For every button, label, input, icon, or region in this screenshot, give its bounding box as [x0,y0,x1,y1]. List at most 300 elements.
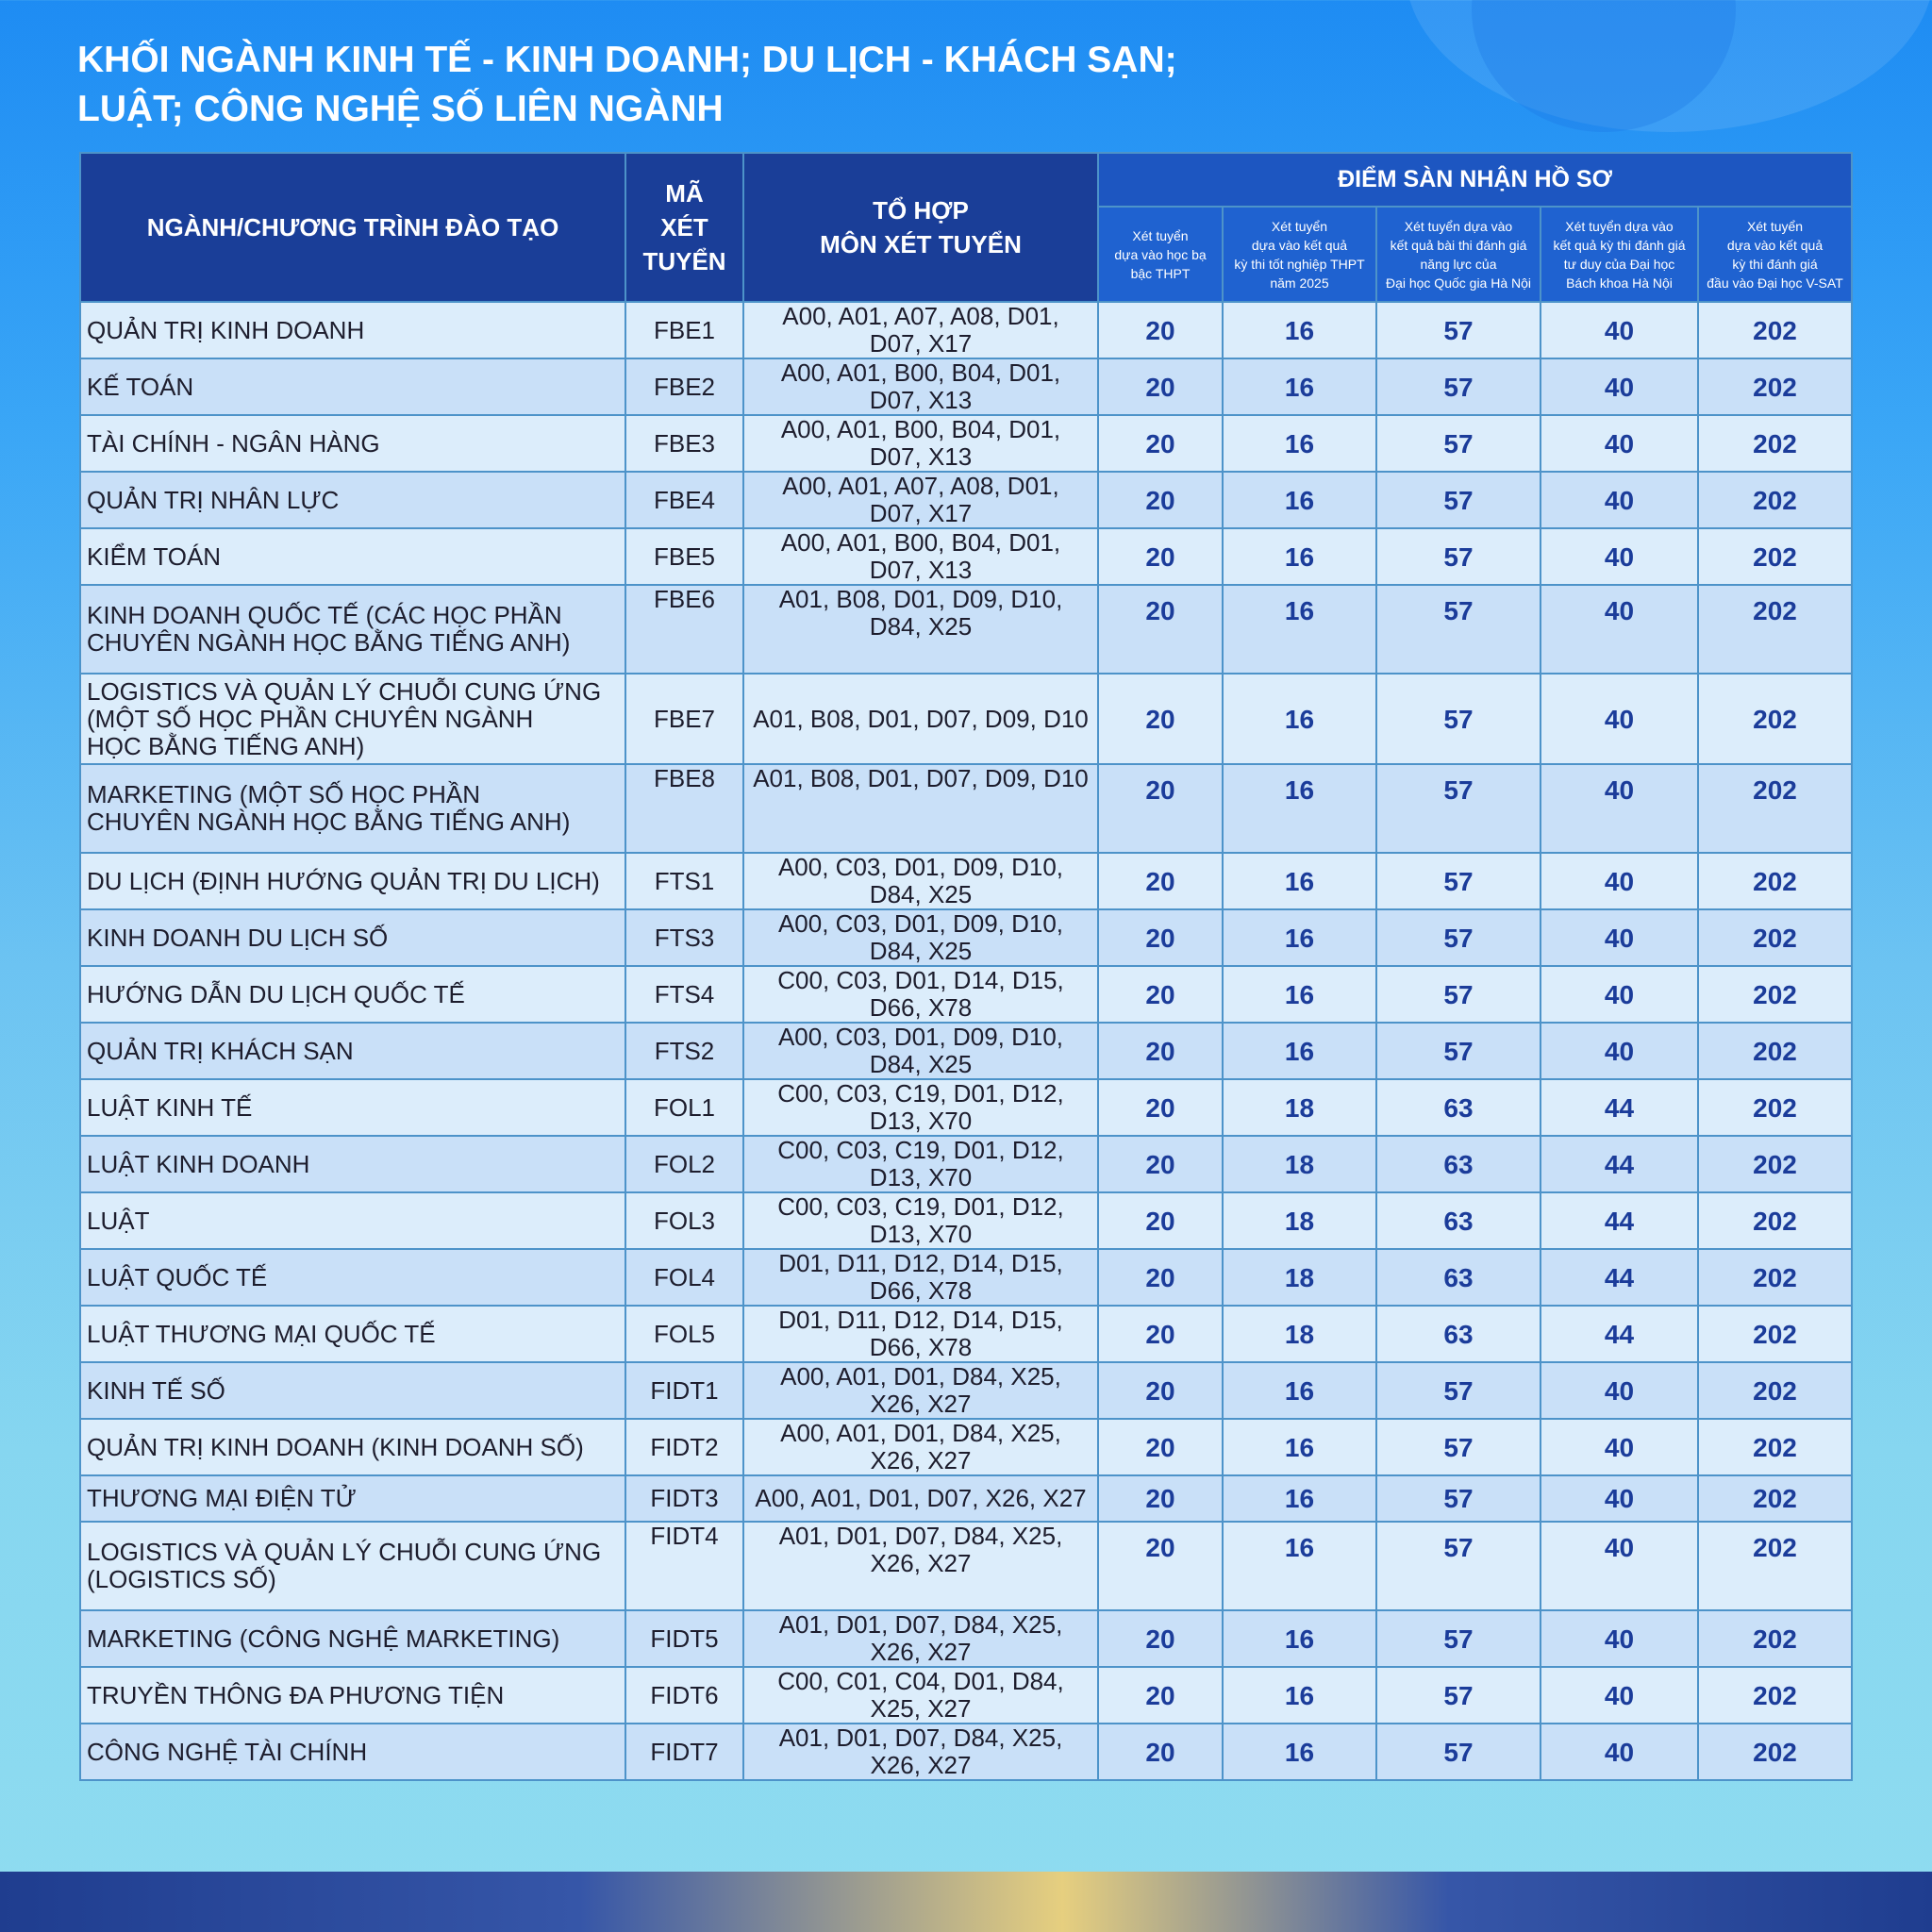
header-method-line: kỳ thi đánh giá [1732,256,1818,272]
program-name-line: TÀI CHÍNH - NGÂN HÀNG [87,428,380,458]
program-name-line: MARKETING (MỘT SỐ HỌC PHẦN [87,780,480,808]
program-name [80,585,625,674]
score-method-3: 57 [1376,302,1541,358]
score-method-3: 57 [1376,764,1541,853]
score-method-1: 20 [1098,1419,1223,1475]
program-code: FIDT6 [625,1667,743,1724]
score-method-4: 40 [1541,1362,1698,1419]
program-code: FIDT3 [625,1475,743,1522]
score-method-4: 40 [1541,1724,1698,1780]
score-method-3: 57 [1376,415,1541,472]
subject-combination [743,1023,1098,1079]
program-name-line: QUẢN TRỊ KHÁCH SẠN [87,1036,354,1065]
table-row [80,1667,1852,1724]
score-method-5: 202 [1698,1362,1852,1419]
table-row [80,1724,1852,1780]
score-method-3: 63 [1376,1136,1541,1192]
header-method-line: Bách khoa Hà Nội [1566,275,1673,291]
header-method-line: Xét tuyển dựa vào [1565,218,1674,234]
score-method-5: 202 [1698,764,1852,853]
score-method-3: 57 [1376,1724,1541,1780]
score-method-5: 202 [1698,415,1852,472]
program-name-line: QUẢN TRỊ NHÂN LỰC [87,485,340,514]
score-method-5: 202 [1698,1023,1852,1079]
program-code: FOL1 [625,1079,743,1136]
score-method-2: 18 [1223,1249,1376,1306]
subject-combination-line: D84, X25 [869,880,973,908]
program-name-line: HƯỚNG DẪN DU LỊCH QUỐC TẾ [87,979,465,1008]
score-method-2: 16 [1223,358,1376,415]
score-method-3: 57 [1376,1475,1541,1522]
program-name [80,528,625,585]
program-name-line: TRUYỀN THÔNG ĐA PHƯƠNG TIỆN [87,1680,505,1709]
program-code: FIDT4 [625,1522,743,1610]
subject-combination-line: C00, C03, C19, D01, D12, [777,1079,1064,1108]
score-method-1: 20 [1098,358,1223,415]
score-method-2: 16 [1223,966,1376,1023]
program-name [80,1023,625,1079]
score-method-1: 20 [1098,1192,1223,1249]
program-code: FOL3 [625,1192,743,1249]
subject-combination [743,358,1098,415]
program-name [80,966,625,1023]
program-code: FTS3 [625,909,743,966]
program-code: FTS2 [625,1023,743,1079]
subject-combination-line: D07, X13 [869,556,973,584]
table-row [80,1023,1852,1079]
score-method-4: 40 [1541,1667,1698,1724]
subject-combination-line: A01, D01, D07, D84, X25, [778,1522,1063,1550]
subject-combination-line: D84, X25 [869,612,973,641]
header-method-line: kỳ thi tốt nghiệp THPT [1234,256,1365,272]
program-name-line: THƯƠNG MẠI ĐIỆN TỬ [87,1484,357,1512]
score-method-5: 202 [1698,674,1852,764]
program-code: FBE3 [625,415,743,472]
header-code-line: TUYỂN [642,247,726,275]
score-method-3: 63 [1376,1192,1541,1249]
program-name [80,1610,625,1667]
score-method-1: 20 [1098,764,1223,853]
subject-combination-line: A00, A01, B00, B04, D01, [780,415,1061,443]
program-code: FBE2 [625,358,743,415]
score-method-3: 57 [1376,1667,1541,1724]
score-method-5: 202 [1698,1079,1852,1136]
table-row [80,528,1852,585]
score-method-1: 20 [1098,1610,1223,1667]
program-name [80,1079,625,1136]
score-method-2: 16 [1223,1475,1376,1522]
subject-combination [743,1362,1098,1419]
subject-combination [743,1522,1098,1610]
program-name-line: QUẢN TRỊ KINH DOANH [87,315,365,344]
subject-combination [743,472,1098,528]
program-code: FBE8 [625,764,743,853]
score-method-3: 57 [1376,528,1541,585]
subject-combination-line: D13, X70 [869,1163,973,1191]
program-name [80,1724,625,1780]
program-code: FBE4 [625,472,743,528]
subject-combination-line: A01, B08, D01, D09, D10, [778,585,1063,613]
table-row [80,909,1852,966]
subject-combination [743,302,1098,358]
score-method-5: 202 [1698,302,1852,358]
program-name [80,472,625,528]
header-method-line: đầu vào Đại học V-SAT [1707,275,1843,291]
header-method-line: kết quả bài thi đánh giá [1390,237,1527,253]
score-method-2: 18 [1223,1192,1376,1249]
header-method-3 [1376,207,1541,302]
score-method-4: 40 [1541,764,1698,853]
subject-combination-line: D84, X25 [869,937,973,965]
score-method-5: 202 [1698,1306,1852,1362]
program-name [80,358,625,415]
table-row [80,966,1852,1023]
score-method-3: 57 [1376,1610,1541,1667]
table-row [80,1475,1852,1522]
score-method-1: 20 [1098,1362,1223,1419]
score-method-4: 40 [1541,966,1698,1023]
table-row [80,674,1852,764]
score-method-3: 57 [1376,358,1541,415]
program-name-line: LOGISTICS VÀ QUẢN LÝ CHUỖI CUNG ỨNG [87,676,602,706]
subject-combination [743,1419,1098,1475]
program-name [80,764,625,853]
program-name-line: KINH TẾ SỐ [87,1375,225,1405]
score-method-4: 40 [1541,585,1698,674]
program-code: FIDT5 [625,1610,743,1667]
subject-combination-line: A01, B08, D01, D07, D09, D10 [753,764,1089,792]
program-code: FTS1 [625,853,743,909]
score-method-4: 40 [1541,909,1698,966]
program-name-line: QUẢN TRỊ KINH DOANH (KINH DOANH SỐ) [87,1432,584,1461]
score-method-5: 202 [1698,528,1852,585]
score-method-5: 202 [1698,1724,1852,1780]
header-code-line: MÃ [665,179,704,208]
program-name-line: LUẬT QUỐC TẾ [87,1262,268,1291]
page-title [77,36,1398,134]
program-name-line: KIỂM TOÁN [87,541,222,571]
score-method-5: 202 [1698,1192,1852,1249]
score-method-2: 16 [1223,1023,1376,1079]
table-row [80,472,1852,528]
score-method-1: 20 [1098,1306,1223,1362]
score-method-4: 40 [1541,415,1698,472]
subject-combination-line: X26, X27 [870,1638,972,1666]
program-name-line: LUẬT KINH TẾ [87,1092,253,1122]
score-method-1: 20 [1098,853,1223,909]
subject-combination-line: D84, X25 [869,1050,973,1078]
score-method-4: 44 [1541,1192,1698,1249]
score-method-4: 40 [1541,853,1698,909]
header-combo-line: TỔ HỢP [873,196,969,225]
subject-combination-line: C00, C03, D01, D14, D15, [777,966,1064,994]
table-row [80,1249,1852,1306]
program-name-line: (LOGISTICS SỐ) [87,1565,276,1593]
score-method-4: 40 [1541,1610,1698,1667]
subject-combination-line: A00, A01, A07, A08, D01, [782,302,1059,330]
program-name [80,302,625,358]
header-method-line: Xét tuyển dựa vào [1404,218,1513,234]
subject-combination-line: A00, A01, D01, D84, X25, [780,1419,1061,1447]
score-method-1: 20 [1098,1522,1223,1610]
score-method-4: 40 [1541,528,1698,585]
program-name [80,674,625,764]
score-method-2: 16 [1223,585,1376,674]
table-row [80,302,1852,358]
subject-combination-line: A00, C03, D01, D09, D10, [777,909,1064,938]
program-name [80,1362,625,1419]
score-method-1: 20 [1098,909,1223,966]
program-name-line: KẾ TOÁN [87,372,194,401]
score-method-2: 16 [1223,1724,1376,1780]
subject-combination [743,585,1098,674]
subject-combination-line: A00, C03, D01, D09, D10, [777,1023,1064,1051]
program-code: FOL4 [625,1249,743,1306]
subject-combination-line: D66, X78 [869,993,973,1022]
subject-combination-line: D07, X13 [869,386,973,414]
header-method-line: Xét tuyển [1132,227,1189,243]
score-method-1: 20 [1098,1023,1223,1079]
subject-combination-line: A00, A01, B00, B04, D01, [780,528,1061,557]
header-method-line: dựa vào kết quả [1726,237,1824,253]
score-method-2: 16 [1223,302,1376,358]
subject-combination [743,1475,1098,1522]
program-code: FBE1 [625,302,743,358]
score-method-2: 16 [1223,1610,1376,1667]
program-name-line: MARKETING (CÔNG NGHỆ MARKETING) [87,1624,560,1653]
header-method-line: năm 2025 [1270,275,1329,291]
subject-combination [743,1249,1098,1306]
score-method-1: 20 [1098,1079,1223,1136]
subject-combination-line: X25, X27 [870,1694,972,1723]
subject-combination [743,909,1098,966]
score-method-4: 40 [1541,472,1698,528]
header-method-line: dựa vào kết quả [1251,237,1348,253]
score-method-5: 202 [1698,1522,1852,1610]
score-method-1: 20 [1098,585,1223,674]
score-method-2: 16 [1223,472,1376,528]
subject-combination-line: A00, A01, A07, A08, D01, [782,472,1059,500]
program-code: FIDT1 [625,1362,743,1419]
program-code: FIDT7 [625,1724,743,1780]
subject-combination-line: A00, A01, B00, B04, D01, [780,358,1061,387]
header-method-1 [1098,207,1223,302]
subject-combination [743,1306,1098,1362]
score-method-2: 18 [1223,1306,1376,1362]
table-row [80,764,1852,853]
subject-combination-line: C00, C03, C19, D01, D12, [777,1136,1064,1164]
score-method-2: 16 [1223,909,1376,966]
subject-combination [743,528,1098,585]
program-name [80,1249,625,1306]
score-method-2: 16 [1223,528,1376,585]
program-name-line: HỌC BẰNG TIẾNG ANH) [87,731,365,760]
subject-combination [743,674,1098,764]
program-code: FBE6 [625,585,743,674]
table-row [80,1079,1852,1136]
table-row [80,1419,1852,1475]
subject-combination-line: A00, C03, D01, D09, D10, [777,853,1064,881]
program-name [80,1667,625,1724]
score-method-2: 16 [1223,1522,1376,1610]
score-method-1: 20 [1098,1667,1223,1724]
program-code: FOL5 [625,1306,743,1362]
subject-combination [743,1192,1098,1249]
header-code-line: XÉT [660,213,708,242]
score-method-1: 20 [1098,1475,1223,1522]
program-name [80,1419,625,1475]
subject-combination-line: D07, X13 [869,442,973,471]
header-method-line: Đại học Quốc gia Hà Nội [1385,275,1532,291]
score-method-3: 63 [1376,1306,1541,1362]
subject-combination-line: X26, X27 [870,1446,972,1474]
table-row [80,1362,1852,1419]
subject-combination-line: X26, X27 [870,1390,972,1418]
program-code: FBE7 [625,674,743,764]
score-method-3: 57 [1376,472,1541,528]
bottom-band [0,1872,1932,1932]
score-method-1: 20 [1098,966,1223,1023]
score-method-3: 57 [1376,1362,1541,1419]
score-method-1: 20 [1098,1249,1223,1306]
score-method-2: 16 [1223,764,1376,853]
table-row [80,1192,1852,1249]
header-method-line: Xét tuyển [1271,218,1328,234]
subject-combination [743,1724,1098,1780]
score-method-5: 202 [1698,1667,1852,1724]
program-name [80,1136,625,1192]
score-method-5: 202 [1698,1475,1852,1522]
subject-combination-line: D13, X70 [869,1220,973,1248]
score-method-3: 57 [1376,1522,1541,1610]
header-combo [743,153,1098,302]
table-row [80,1610,1852,1667]
subject-combination-line: D13, X70 [869,1107,973,1135]
header-combo-line: MÔN XÉT TUYỂN [820,230,1022,258]
score-method-2: 18 [1223,1079,1376,1136]
subject-combination-line: C00, C03, C19, D01, D12, [777,1192,1064,1221]
score-method-5: 202 [1698,966,1852,1023]
score-method-1: 20 [1098,302,1223,358]
header-method-line: năng lực của [1420,256,1497,272]
table-row [80,1136,1852,1192]
score-method-4: 40 [1541,1475,1698,1522]
score-method-3: 57 [1376,674,1541,764]
score-method-5: 202 [1698,1136,1852,1192]
score-method-5: 202 [1698,1419,1852,1475]
page-title-line: KHỐI NGÀNH KINH TẾ - KINH DOANH; DU LỊCH - KHÁCH SẠN; [77,40,1177,80]
program-code: FOL2 [625,1136,743,1192]
subject-combination-line: D01, D11, D12, D14, D15, [778,1249,1063,1277]
score-method-5: 202 [1698,909,1852,966]
score-method-2: 16 [1223,1362,1376,1419]
header-method-line: tư duy của Đại học [1563,256,1675,272]
table-row [80,853,1852,909]
page-title-line: LUẬT; CÔNG NGHỆ SỐ LIÊN NGÀNH [77,89,724,129]
admission-table [79,152,1853,1781]
table-row [80,1306,1852,1362]
score-method-5: 202 [1698,1610,1852,1667]
program-name-line: (MỘT SỐ HỌC PHẦN CHUYÊN NGÀNH [87,704,534,733]
score-method-3: 63 [1376,1249,1541,1306]
score-method-5: 202 [1698,1249,1852,1306]
header-method-line: kết quả kỳ thi đánh giá [1553,237,1686,253]
score-method-3: 57 [1376,585,1541,674]
subject-combination-line: D01, D11, D12, D14, D15, [778,1306,1063,1334]
header-method-line: dựa vào học bạ [1114,246,1207,262]
score-method-3: 57 [1376,1419,1541,1475]
program-name [80,415,625,472]
subject-combination [743,415,1098,472]
score-method-3: 57 [1376,1023,1541,1079]
score-method-1: 20 [1098,415,1223,472]
subject-combination-line: A00, A01, D01, D07, X26, X27 [755,1484,1087,1512]
subject-combination [743,764,1098,853]
subject-combination-line: D07, X17 [869,329,973,358]
score-method-4: 40 [1541,1522,1698,1610]
score-method-4: 40 [1541,1419,1698,1475]
table-row [80,1522,1852,1610]
subject-combination-line: A01, D01, D07, D84, X25, [778,1610,1063,1639]
score-method-1: 20 [1098,1724,1223,1780]
subject-combination-line: D66, X78 [869,1333,973,1361]
score-method-5: 202 [1698,585,1852,674]
program-name-line: KINH DOANH DU LỊCH SỐ [87,923,389,952]
program-name-line: CHUYÊN NGÀNH HỌC BẰNG TIẾNG ANH) [87,628,571,657]
program-name-line: DU LỊCH (ĐỊNH HƯỚNG QUẢN TRỊ DU LỊCH) [87,866,600,895]
program-code: FIDT2 [625,1419,743,1475]
score-method-2: 16 [1223,1667,1376,1724]
score-method-3: 63 [1376,1079,1541,1136]
score-method-2: 18 [1223,1136,1376,1192]
score-method-4: 40 [1541,358,1698,415]
subject-combination [743,1667,1098,1724]
score-method-3: 57 [1376,853,1541,909]
subject-combination-line: X26, X27 [870,1549,972,1577]
table-row [80,585,1852,674]
program-name-line: LOGISTICS VÀ QUẢN LÝ CHUỖI CUNG ỨNG [87,1538,602,1566]
program-name-line: CÔNG NGHỆ TÀI CHÍNH [87,1737,368,1766]
header-method-line: Xét tuyển [1746,218,1804,234]
score-method-5: 202 [1698,472,1852,528]
score-method-5: 202 [1698,358,1852,415]
subject-combination-line: X26, X27 [870,1751,972,1779]
score-method-2: 16 [1223,674,1376,764]
header-code [625,153,743,302]
program-name-line: KINH DOANH QUỐC TẾ (CÁC HỌC PHẦN [87,601,562,629]
program-name [80,1306,625,1362]
program-name [80,1522,625,1610]
table-row [80,415,1852,472]
score-method-3: 57 [1376,966,1541,1023]
program-name [80,853,625,909]
score-method-1: 20 [1098,528,1223,585]
score-method-4: 44 [1541,1079,1698,1136]
program-code: FBE5 [625,528,743,585]
header-method-4 [1541,207,1698,302]
score-method-4: 40 [1541,302,1698,358]
program-name [80,1192,625,1249]
header-method-line: bậc THPT [1130,265,1191,281]
score-method-4: 44 [1541,1249,1698,1306]
score-method-1: 20 [1098,674,1223,764]
score-method-4: 40 [1541,1023,1698,1079]
score-method-5: 202 [1698,853,1852,909]
program-code: FTS4 [625,966,743,1023]
program-name [80,909,625,966]
subject-combination-line: D07, X17 [869,499,973,527]
program-name [80,1475,625,1522]
